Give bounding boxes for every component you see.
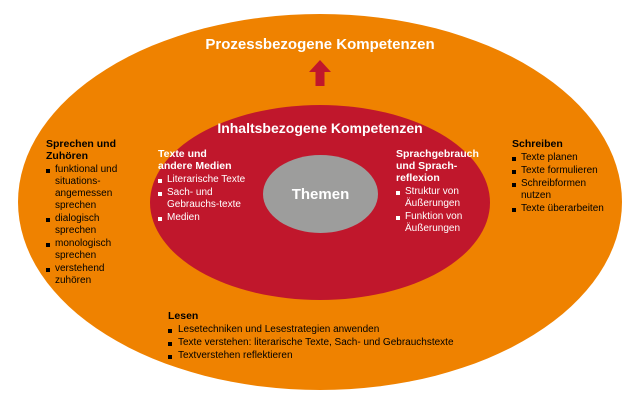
block-title bbox=[46, 138, 142, 162]
list-item: Texte planen bbox=[512, 152, 612, 164]
block-list bbox=[158, 174, 248, 224]
block-sprachgebrauch-und-sprachreflexion bbox=[396, 148, 491, 236]
block-title: Lesen bbox=[168, 310, 199, 322]
list-item: Texte überarbeiten bbox=[512, 203, 612, 215]
core-themen bbox=[263, 155, 378, 233]
list-item: Texte verstehen: literarische Texte, Sach- und Gebrauchstexte bbox=[168, 337, 498, 349]
list-item: dialogisch sprechen bbox=[46, 213, 142, 237]
block-texte-und-andere-medien bbox=[158, 148, 248, 225]
list-item: Textverstehen reflektieren bbox=[168, 350, 498, 362]
block-title-line2: Zuhören bbox=[46, 150, 88, 162]
block-sprechen-und-zuhoeren bbox=[46, 138, 142, 288]
block-title-line1: Sprachgebrauch bbox=[396, 148, 479, 160]
block-title-line2: und Sprach- bbox=[396, 160, 458, 172]
list-item: Struktur von Äußerungen bbox=[396, 186, 491, 210]
block-list bbox=[168, 324, 498, 362]
block-title bbox=[396, 148, 491, 184]
block-title-line2: andere Medien bbox=[158, 160, 232, 172]
block-title-line1: Sprechen und bbox=[46, 138, 117, 150]
outer-ring-title: Prozessbezogene Kompetenzen bbox=[205, 36, 435, 53]
list-item: Funktion von Äußerungen bbox=[396, 211, 491, 235]
block-schreiben bbox=[512, 138, 612, 216]
block-title-line1: Texte und bbox=[158, 148, 207, 160]
block-title bbox=[158, 148, 248, 172]
list-item: Texte formulieren bbox=[512, 165, 612, 177]
list-item: funktional und situations-angemessen sprechen bbox=[46, 164, 142, 212]
list-item: Sach- und Gebrauchs-texte bbox=[158, 187, 248, 211]
list-item: monologisch sprechen bbox=[46, 238, 142, 262]
inner-ring-title: Inhaltsbezogene Kompetenzen bbox=[217, 120, 423, 136]
core-label: Themen bbox=[291, 185, 350, 203]
list-item: Schreibformen nutzen bbox=[512, 178, 612, 202]
block-title: Schreiben bbox=[512, 138, 563, 150]
block-title-line3: reflexion bbox=[396, 172, 440, 184]
double-arrow-icon bbox=[303, 60, 337, 110]
list-item: Lesetechniken und Lesestrategien anwenden bbox=[168, 324, 498, 336]
list-item: verstehend zuhören bbox=[46, 263, 142, 287]
block-list bbox=[396, 186, 491, 235]
block-list bbox=[512, 152, 612, 215]
block-list bbox=[46, 164, 142, 287]
list-item: Literarische Texte bbox=[158, 174, 248, 186]
list-item: Medien bbox=[158, 212, 248, 224]
block-lesen bbox=[168, 310, 498, 363]
